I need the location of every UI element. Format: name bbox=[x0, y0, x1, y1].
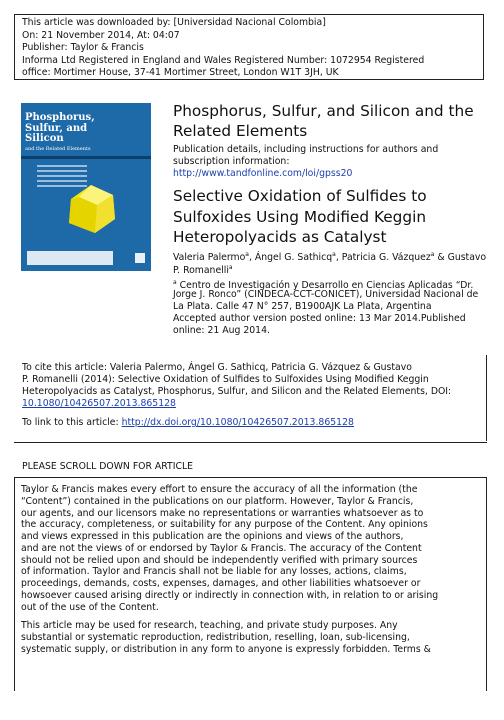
download-info-line: Publisher: Taylor & Francis bbox=[22, 42, 144, 53]
cover-title-line: Sulfur, and bbox=[25, 122, 88, 134]
disclaimer-line: “Content”) contained in the publications on our platform. However, Taylor & Francis, bbox=[21, 495, 414, 507]
affiliation-line: Jorge J. Ronco” (CINDECA-CCT-CONICET), Universidad Nacional de bbox=[173, 289, 479, 300]
cover-footer-box bbox=[27, 251, 113, 265]
disclaimer-line: proceedings, demands, costs, expenses, damages, and other liabilities whatsoever or bbox=[21, 578, 421, 589]
cover-band bbox=[21, 156, 151, 159]
affiliation-text: Centro de Investigación y Desarrollo en Ciencias Aplicadas “Dr. bbox=[176, 280, 474, 292]
disclaimer-line: systematic supply, or distribution in any form to anyone is expressly forbidden. Terms & bbox=[21, 643, 431, 655]
citation-line: Heteropolyacids as Catalyst, Phosphorus, Sulfur, and Silicon and the Related Elements, DOI: bbox=[22, 386, 452, 397]
article-doi-link[interactable]: http://dx.doi.org/10.1080/10426507.2013.865128 bbox=[121, 417, 354, 428]
affiliation-line: La Plata. Calle 47 N° 257, B1900AJK La Plata, Argentina bbox=[173, 301, 432, 312]
download-info-box bbox=[14, 14, 484, 80]
citation-divider bbox=[486, 355, 487, 441]
disclaimer-line: This article may be used for research, teaching, and private study purposes. Any bbox=[21, 620, 398, 632]
citation-line: To cite this article: Valeria Palermo, Ángel G. Sathicq, Patricia G. Vázquez & Gustavo bbox=[22, 362, 412, 373]
author-name: , Ángel G. Sathicq bbox=[248, 252, 333, 264]
article-link-label: To link to this article: bbox=[22, 417, 122, 428]
download-info-line: On: 21 November 2014, At: 04:07 bbox=[22, 29, 180, 41]
disclaimer-line: out of the use of the Content. bbox=[21, 601, 159, 613]
affiliation-sup: a bbox=[332, 251, 336, 258]
disclaimer-box bbox=[14, 477, 487, 691]
article-link-line bbox=[22, 417, 354, 430]
cover-title-line: Silicon bbox=[25, 133, 64, 144]
affiliation-sup: a bbox=[430, 251, 435, 258]
journal-url-link[interactable]: http://www.tandfonline.com/loi/gpss20 bbox=[173, 168, 353, 179]
download-info-line: Informa Ltd Registered in England and Wales Registered Number: 1072954 Registered bbox=[22, 54, 425, 66]
journal-title-line: Phosphorus, Sulfur, and Silicon and the bbox=[173, 102, 474, 120]
cover-subtitle: and the Related Elements bbox=[25, 146, 91, 152]
author-name: & Gustavo bbox=[434, 252, 487, 264]
accepted-line: Accepted author version posted online: 13 Mar 2014.Published bbox=[173, 313, 466, 324]
author-name: , Patricia G. Vázquez bbox=[335, 252, 431, 264]
affiliation-sup: a bbox=[245, 251, 249, 258]
article-title-line: Selective Oxidation of Sulfides to bbox=[173, 187, 427, 205]
disclaimer-line: and are not the views of or endorsed by Taylor & Francis. The accuracy of the Content bbox=[21, 542, 422, 554]
disclaimer-line: the accuracy, completeness, or suitability for any purpose of the Content. Any opinions bbox=[21, 519, 428, 531]
section-divider bbox=[14, 442, 487, 443]
cover-title bbox=[25, 113, 95, 145]
journal-cover-image bbox=[21, 103, 151, 271]
disclaimer-line: substantial or systematic reproduction, redistribution, reselling, loan, sub-licensing, bbox=[21, 632, 410, 643]
disclaimer-line: and views expressed in this publication are the opinions and views of the authors, bbox=[21, 531, 404, 542]
article-title-line: Sulfoxides Using Modified Keggin bbox=[173, 207, 427, 226]
download-info-line: office: Mortimer House, 37-41 Mortimer Street, London W1T 3JH, UK bbox=[22, 67, 339, 78]
disclaimer-line: should not be relied upon and should be independently verified with primary sources bbox=[21, 554, 418, 566]
publication-details-line: Publication details, including instructions for authors and bbox=[173, 144, 439, 155]
publisher-logo-icon bbox=[135, 253, 145, 263]
author-name: P. Romanelli bbox=[173, 265, 229, 277]
affiliation-sup: a bbox=[228, 264, 233, 271]
download-info-line: This article was downloaded by: [Universidad Nacional Colombia] bbox=[22, 17, 326, 28]
article-title-line: Heteropolyacids as Catalyst bbox=[173, 228, 387, 246]
authors-line bbox=[173, 262, 233, 278]
affiliation-sup: a bbox=[173, 279, 177, 286]
disclaimer-line: our agents, and our licensors make no representations or warranties whatsoever as to bbox=[21, 507, 424, 519]
author-name: Valeria Palermo bbox=[173, 252, 246, 264]
citation-doi-link[interactable]: 10.1080/10426507.2013.865128 bbox=[22, 398, 176, 409]
scroll-notice: PLEASE SCROLL DOWN FOR ARTICLE bbox=[22, 461, 194, 472]
crystal-icon bbox=[61, 181, 119, 237]
journal-title bbox=[173, 101, 474, 141]
disclaimer-line: of information. Taylor and Francis shall not be liable for any losses, actions, claims, bbox=[21, 566, 407, 578]
journal-title-line: Related Elements bbox=[173, 122, 308, 140]
accepted-line: online: 21 Aug 2014. bbox=[173, 325, 270, 336]
cover-title-line: Phosphorus, bbox=[25, 112, 95, 123]
disclaimer-line: howsoever caused arising directly or indirectly in connection with, in relation to or arising bbox=[21, 589, 439, 601]
citation-line: P. Romanelli (2014): Selective Oxidation of Sulfides to Sulfoxides Using Modified Keggin bbox=[22, 374, 429, 385]
publication-details-line: subscription information: bbox=[173, 156, 290, 167]
disclaimer-line: Taylor & Francis makes every effort to ensure the accuracy of all the information (the bbox=[21, 484, 418, 495]
article-title bbox=[173, 186, 427, 248]
